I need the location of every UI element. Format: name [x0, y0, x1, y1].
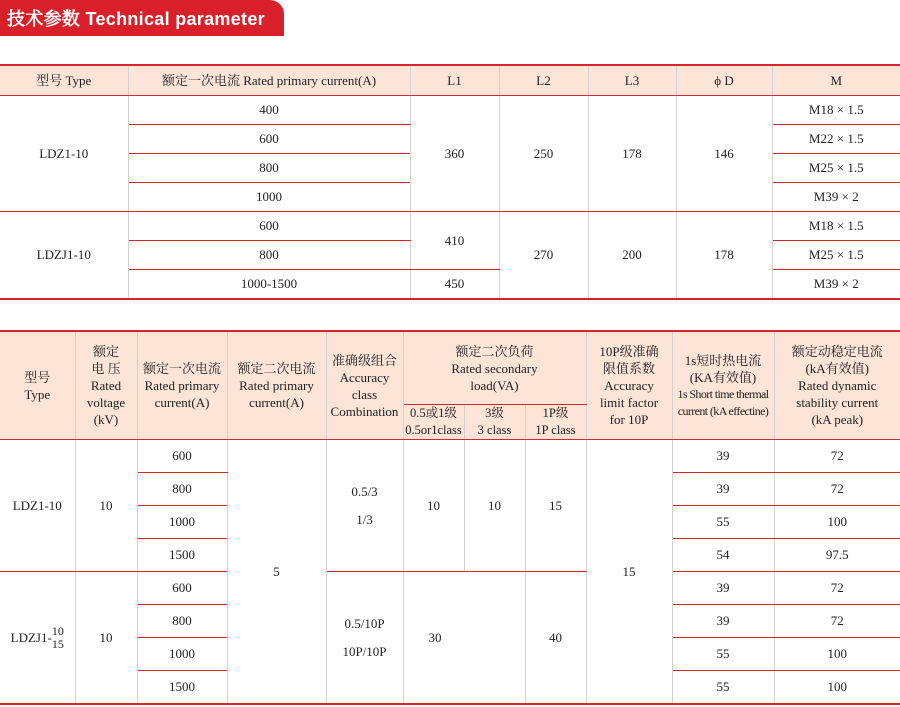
cell-primary-current: 600: [137, 572, 227, 605]
table-row: [0, 440, 900, 473]
cell-l1: 450: [410, 270, 499, 300]
cell-m: M25 × 1.5: [772, 241, 900, 270]
cell-m: M18 × 1.5: [772, 212, 900, 241]
cell-load-3: 10: [464, 440, 525, 572]
cell-load-05-3: 30: [403, 572, 525, 705]
cell-current: 1000: [128, 183, 410, 212]
cell-primary-current: 800: [137, 605, 227, 638]
header-rated-voltage: 额定 电 压 Rated voltage (kV): [75, 331, 137, 440]
cell-current: 800: [128, 241, 410, 270]
cell-primary-current: 600: [137, 440, 227, 473]
header-load-3-class: 3级 3 class: [464, 405, 525, 440]
header-dynamic-stability-current: 额定动稳定电流 (kA有效值) Rated dynamic stability current (kA peak): [774, 331, 900, 440]
cell-thermal-current: 54: [672, 539, 774, 572]
cell-current: 800: [128, 154, 410, 183]
cell-dynamic-current: 100: [774, 671, 900, 705]
technical-parameters-table: [0, 330, 900, 705]
cell-voltage: 10: [75, 572, 137, 705]
cell-current: 1000-1500: [128, 270, 410, 300]
cell-thermal-current: 39: [672, 473, 774, 506]
cell-m: M18 × 1.5: [772, 96, 900, 125]
table-header-row: [0, 331, 900, 405]
header-diameter: ϕ D: [676, 65, 772, 96]
header-accuracy-limit-factor: 10P级准确 限值系数 Accuracy limit factor for 10P: [586, 331, 672, 440]
cell-load-1p: 15: [525, 440, 586, 572]
header-accuracy-class: 准确级组合 Accuracy class Combination: [326, 331, 403, 440]
cell-l3: 178: [588, 96, 676, 212]
cell-type: LDZ1-10: [0, 440, 75, 572]
header-l1: L1: [410, 65, 499, 96]
dimensions-table: [0, 64, 900, 300]
header-type: 型号 Type: [0, 331, 75, 440]
cell-dynamic-current: 100: [774, 638, 900, 671]
cell-thermal-current: 39: [672, 440, 774, 473]
cell-primary-current: 1000: [137, 638, 227, 671]
cell-thermal-current: 39: [672, 572, 774, 605]
table-row: [0, 212, 900, 241]
header-m: M: [772, 65, 900, 96]
cell-type: LDZ1-10: [0, 96, 128, 212]
cell-current: 400: [128, 96, 410, 125]
cell-accuracy-class: 0.5/3 1/3: [326, 440, 403, 572]
cell-dynamic-current: 72: [774, 572, 900, 605]
header-l2: L2: [499, 65, 588, 96]
cell-type: LDZJ1- 10 15: [0, 572, 75, 705]
cell-diameter: 178: [676, 212, 772, 300]
header-rated-primary-current: 额定一次电流 Rated primary current(A): [128, 65, 410, 96]
section-title: 技术参数 Technical parameter: [7, 9, 265, 29]
cell-m: M25 × 1.5: [772, 154, 900, 183]
cell-limit-factor: 15: [586, 440, 672, 705]
cell-load-05: 10: [403, 440, 464, 572]
header-rated-secondary-current: 额定二次电流 Rated primary current(A): [227, 331, 326, 440]
header-load-1p-class: 1P级 1P class: [525, 405, 586, 440]
cell-accuracy-class: 0.5/10P 10P/10P: [326, 572, 403, 705]
cell-secondary-current: 5: [227, 440, 326, 705]
header-rated-secondary-load: 额定二次负荷 Rated secondary load(VA): [403, 331, 586, 405]
cell-l2: 250: [499, 96, 588, 212]
cell-type: LDZJ1-10: [0, 212, 128, 300]
cell-l3: 200: [588, 212, 676, 300]
cell-thermal-current: 39: [672, 605, 774, 638]
header-type: 型号 Type: [0, 65, 128, 96]
table-row: [0, 96, 900, 125]
cell-dynamic-current: 97.5: [774, 539, 900, 572]
cell-diameter: 146: [676, 96, 772, 212]
header-l3: L3: [588, 65, 676, 96]
table-row: [0, 572, 900, 605]
cell-primary-current: 800: [137, 473, 227, 506]
cell-thermal-current: 55: [672, 638, 774, 671]
cell-load-1p: 40: [525, 572, 586, 705]
table-header-row: [0, 65, 900, 96]
cell-dynamic-current: 72: [774, 605, 900, 638]
header-load-05-or-1-class: 0.5或1级 0.5or1class: [403, 405, 464, 440]
cell-thermal-current: 55: [672, 671, 774, 705]
cell-voltage: 10: [75, 440, 137, 572]
cell-thermal-current: 55: [672, 506, 774, 539]
cell-m: M39 × 2: [772, 183, 900, 212]
cell-l2: 270: [499, 212, 588, 300]
cell-m: M39 × 2: [772, 270, 900, 300]
cell-primary-current: 1500: [137, 671, 227, 705]
cell-dynamic-current: 100: [774, 506, 900, 539]
cell-current: 600: [128, 212, 410, 241]
cell-current: 600: [128, 125, 410, 154]
cell-l1: 360: [410, 96, 499, 212]
cell-m: M22 × 1.5: [772, 125, 900, 154]
cell-dynamic-current: 72: [774, 473, 900, 506]
section-title-banner: [0, 0, 284, 36]
cell-l1: 410: [410, 212, 499, 270]
header-short-time-thermal-current: 1s短时热电流 (KA有效值) 1s Short time thermal current (kA effectine): [672, 331, 774, 440]
cell-primary-current: 1000: [137, 506, 227, 539]
header-rated-primary-current: 额定一次电流 Rated primary current(A): [137, 331, 227, 440]
cell-dynamic-current: 72: [774, 440, 900, 473]
cell-primary-current: 1500: [137, 539, 227, 572]
